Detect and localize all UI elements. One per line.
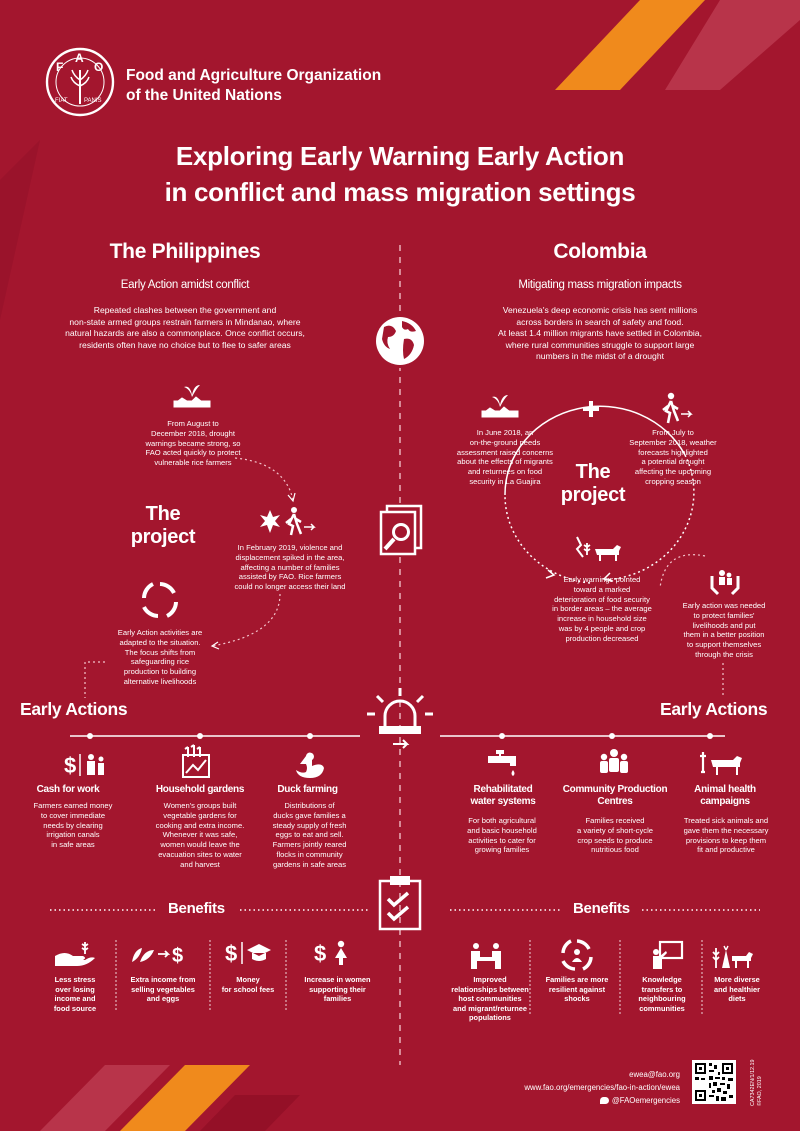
logo-motto-left: FIAT (55, 98, 68, 104)
step-line: The focus shifts from (124, 647, 196, 657)
benefit-line: and migrant/returnee (453, 1003, 527, 1013)
action-text-line: fit and productive (697, 845, 755, 855)
action-text-line: in safe areas (51, 840, 95, 850)
philippines-step2 (228, 543, 352, 592)
action-text-line: needs by clearing (43, 820, 103, 830)
intro-line: where rural communities struggle to support large (505, 339, 695, 350)
step-line: adapted to the situation. (119, 637, 201, 647)
colombia-project-label (548, 461, 638, 507)
money-woman-icon (314, 940, 354, 966)
colombia-step3 (538, 575, 666, 644)
alarm-siren-icon (365, 688, 435, 750)
teacher-board-icon (650, 940, 684, 970)
step-line: Early action was needed (682, 601, 766, 610)
svg-text:$: $ (314, 941, 327, 966)
title-line1: Exploring Early Warning Early Action (175, 141, 625, 171)
colombia-arrow-3 (655, 548, 710, 593)
colombia-benefit-2 (537, 975, 617, 1004)
page-title (100, 138, 700, 210)
svg-text:$: $ (64, 753, 77, 778)
step-line: safeguarding rice (130, 657, 190, 667)
colombia-intro (440, 305, 760, 363)
step-line: affecting the upcoming (634, 467, 712, 477)
conflict-displacement-icon (260, 505, 322, 537)
action-text-line: flocks in community (276, 849, 343, 859)
walking-migrant-icon (655, 392, 695, 424)
action-text-line: gardens in safe areas (272, 859, 347, 869)
philippines-arrow-1 (230, 455, 300, 505)
step-line: vulnerable rice farmers (154, 458, 232, 468)
community-group-icon (598, 748, 630, 778)
step-line: warnings became strong, so (145, 438, 241, 448)
philippines-benefit-1 (40, 975, 110, 1013)
philippines-benefit-3 (212, 975, 284, 994)
cash-for-work-icon (64, 752, 108, 778)
fao-logo (44, 46, 116, 118)
step-line: about the effects of migrants (457, 457, 553, 467)
plus-icon (581, 399, 601, 419)
title-line: Centres (597, 796, 633, 807)
magnifier-document-icon (377, 504, 423, 558)
globe-icon (372, 313, 428, 369)
intro-line: numbers in the midst of a drought (535, 351, 665, 362)
colombia-heading: Colombia (553, 240, 647, 263)
project-label-line: project (130, 526, 196, 548)
step-line: and returnees on food (467, 467, 543, 477)
step-line: on-the-ground needs (469, 437, 541, 447)
action-text-line: Treated sick animals and (683, 816, 769, 825)
step-line: to protect families' (693, 610, 755, 620)
action-cash-for-work-text (28, 801, 118, 850)
step-line: displacement spiked in the area, (235, 552, 345, 562)
benefit-line: income and (54, 994, 96, 1004)
step-line: a potential drought (641, 457, 705, 467)
project-label-line: project (560, 484, 626, 506)
step-line: security in La Guajira (469, 476, 541, 486)
step-line: to support themselves (686, 640, 762, 650)
step-line: them in a better position (683, 630, 765, 640)
colombia-connector (720, 663, 726, 699)
colombia-actions-title: Early Actions (660, 699, 768, 719)
benefit-line: Less stress (54, 975, 96, 984)
action-text-line: eggs to eat and sell. (275, 830, 344, 840)
benefit-line: diets (728, 994, 746, 1004)
action-duck-farming-text (262, 801, 357, 870)
action-text-line: women would leave the (160, 840, 240, 850)
footer-twitter[interactable] (480, 1094, 680, 1107)
action-text-line: Farmers jointly reared (272, 840, 347, 850)
step-line: In February 2019, violence and (237, 543, 343, 552)
action-text-line: evacuation sites to water (158, 849, 242, 859)
logo-letter-f: F (56, 60, 64, 74)
action-text-line: growing families (474, 845, 530, 855)
publication-code (750, 1059, 763, 1106)
intro-line: non-state armed groups restrain farmers in Mindanao, where (69, 316, 301, 327)
action-animal-health-text (670, 816, 782, 855)
step-line: deterioration of food security (554, 594, 650, 604)
action-text-line: and basic household (467, 825, 537, 835)
philippines-step3 (100, 628, 220, 687)
action-water-systems-text (452, 816, 552, 855)
action-text-line: irrigation canals (46, 830, 100, 840)
colombia-subheading: Mitigating mass migration impacts (518, 279, 682, 291)
benefit-line: Money (236, 975, 260, 984)
action-text-line: provisions to keep them (685, 835, 767, 845)
benefit-line: Extra income from (130, 975, 196, 984)
step-line: in border areas – the average (552, 604, 652, 614)
project-label-line: The (575, 461, 611, 483)
org-name-line2: of the United Nations (126, 87, 282, 104)
intro-line: Venezuela's deep economic crisis has sent millions (502, 305, 698, 315)
benefit-line: families (323, 994, 352, 1004)
title-line: water systems (470, 796, 536, 807)
benefit-line: Knowledge (642, 975, 682, 984)
colombia-benefits-title: Benefits (573, 900, 630, 917)
benefit-line: Families are more (545, 975, 609, 984)
org-name-line1: Food and Agriculture Organization (126, 67, 382, 84)
benefit-line: food source (53, 1003, 97, 1013)
protective-hands-icon (710, 568, 740, 598)
philippines-subheading: Early Action amidst conflict (120, 279, 250, 291)
action-animal-health-title (680, 784, 770, 808)
step-line: through the crisis (695, 649, 753, 659)
benefit-line: over losing (55, 984, 95, 994)
action-community-production-title (555, 784, 675, 808)
intro-line: across borders in search of safety and food. (516, 316, 684, 327)
action-text-line: nutritious food (591, 845, 639, 855)
colombia-step4 (668, 601, 780, 660)
step-line: livelihoods and put (692, 620, 756, 630)
action-text-line: and harvest (180, 859, 220, 869)
step-line: In June 2018, an (476, 428, 534, 437)
step-line: forecasts highlighted (638, 447, 708, 457)
action-text-line: Women's groups built (163, 801, 237, 810)
benefit-line: relationships between (451, 984, 529, 994)
svg-text:$: $ (225, 941, 238, 966)
step-line: production to building (123, 667, 197, 677)
benefit-line: transfers to (641, 984, 683, 994)
philippines-actions-line (60, 731, 360, 745)
action-text-line: Farmers earned money (33, 801, 113, 810)
colombia-benefit-3 (625, 975, 699, 1013)
produce-to-money-icon (130, 942, 192, 966)
footer-email[interactable]: ewea@fao.org (629, 1070, 680, 1079)
benefit-line: Improved (473, 975, 507, 984)
action-text-line: Whenever it was safe, (162, 830, 238, 840)
step-line: From July to (652, 428, 694, 437)
benefit-line: supporting their (309, 984, 366, 994)
action-text-line: crop seeds to produce (577, 835, 653, 845)
title-line2: in conflict and mass migration settings (164, 177, 636, 207)
money-graduation-icon (225, 940, 275, 966)
action-text-line: cooking and extra income. (155, 820, 245, 830)
benefit-line: and eggs (146, 994, 180, 1004)
action-text-line: For both agricultural (468, 816, 536, 825)
svg-text:$: $ (172, 945, 184, 967)
benefit-line: and healthier (714, 984, 760, 994)
philippines-heading: The Philippines (109, 240, 261, 263)
step-line: assessment raised concerns (456, 447, 554, 457)
philippines-benefits-title: Benefits (168, 900, 225, 917)
action-duck-farming-title: Duck farming (277, 784, 338, 795)
drought-icon (480, 393, 520, 423)
step-line: FAO acted quickly to protect (145, 448, 241, 458)
household-garden-icon (180, 745, 212, 779)
step-line: December 2018, drought (150, 428, 235, 438)
logo-motto-right: PANIS (84, 98, 102, 104)
action-text-line: to cover immediate (40, 810, 106, 820)
animal-health-icon (697, 750, 745, 778)
action-water-systems-title (460, 784, 546, 808)
philippines-connector (83, 660, 113, 700)
qr-code-icon[interactable] (692, 1060, 736, 1104)
twitter-handle: @FAOemergencies (611, 1096, 680, 1105)
resilience-cycle-icon (560, 938, 594, 972)
step-line: From August to (167, 419, 219, 428)
drought-icon (172, 383, 212, 413)
philippines-project-label (118, 503, 208, 549)
action-text-line: Families received (585, 816, 645, 825)
action-text-line: steady supply of fresh (272, 820, 347, 830)
water-tap-icon (486, 748, 522, 780)
logo-letter-o: O (94, 60, 104, 74)
step-line: could no longer access their land (234, 582, 346, 592)
action-household-gardens-text (140, 801, 260, 870)
step-line: was by 4 people and crop (558, 623, 646, 633)
benefit-line: for school fees (221, 984, 275, 994)
handshake-icon (468, 942, 504, 970)
footer-contacts (480, 1068, 680, 1107)
step-line: affecting a number of families (240, 562, 340, 572)
code-line2: ©FAO, 2019 (756, 1076, 763, 1106)
benefit-line: populations (469, 1013, 511, 1023)
philippines-intro (20, 305, 350, 351)
hand-wheat-icon (55, 940, 97, 966)
left-dark-stripe (0, 140, 40, 320)
step-line: toward a marked (573, 584, 631, 594)
benefit-line: More diverse (714, 975, 760, 984)
action-text-line: a variety of short-cycle (577, 825, 653, 835)
benefit-line: Increase in women (304, 975, 371, 984)
step-line: production decreased (565, 633, 639, 643)
twitter-icon (600, 1097, 609, 1104)
step-line: Early warnings pointed (563, 575, 641, 584)
action-text-line: gave them the necessary (683, 825, 769, 835)
benefit-line: selling vegetables (131, 984, 195, 994)
logo-letter-a: A (75, 51, 84, 65)
step-line: Early Action activities are (117, 628, 203, 637)
org-name (126, 66, 381, 106)
project-label-line: The (145, 503, 181, 525)
adapt-cycle-icon (140, 580, 180, 620)
action-community-production-text (560, 816, 670, 855)
step-line: alternative livelihoods (123, 676, 197, 686)
step-line: cropping season (645, 476, 701, 486)
benefit-line: resilient against (548, 984, 606, 994)
step-line: increase in household size (557, 614, 647, 624)
title-line: Community Production (562, 784, 668, 795)
action-text-line: Distributions of (284, 801, 335, 810)
step-line: September 2018, weather (629, 437, 717, 447)
benefit-line: communities (639, 1003, 685, 1013)
intro-line: At least 1.4 million migrants have settled in Colombia, (498, 328, 702, 339)
intro-line: natural hazards are also a commonplace. Once conflict occurs, (65, 328, 305, 339)
checklist-icon (378, 875, 422, 931)
action-cash-for-work-title: Cash for work (36, 784, 100, 795)
action-household-gardens-title: Household gardens (155, 784, 245, 795)
action-text-line: vegetable gardens for (163, 810, 237, 820)
code-line1: CA7342EN/1/12.19 (750, 1059, 756, 1106)
duck-icon (292, 752, 324, 780)
philippines-benefit-2 (118, 975, 208, 1004)
footer-url[interactable]: www.fao.org/emergencies/fao-in-action/ewea (524, 1083, 680, 1092)
colombia-actions-line (440, 731, 740, 745)
action-text-line: activities to cater for (468, 835, 536, 845)
intro-line: residents often have no choice but to flee to safer areas (79, 339, 291, 350)
philippines-actions-title: Early Actions (20, 699, 128, 719)
benefit-line: host communities (458, 994, 522, 1004)
action-text-line: ducks gave families a (273, 810, 346, 820)
benefit-line: neighbouring (638, 994, 686, 1004)
step-line: assisted by FAO. Rice farmers (238, 572, 342, 582)
title-line: campaigns (700, 796, 750, 807)
philippines-benefit-4 (290, 975, 385, 1004)
colombia-benefit-1 (440, 975, 540, 1023)
intro-line: Repeated clashes between the government and (93, 305, 277, 315)
diet-diversity-icon (712, 942, 754, 970)
title-line: Animal health (694, 784, 756, 795)
drought-livestock-icon (573, 535, 623, 565)
benefit-line: shocks (564, 994, 590, 1004)
colombia-benefit-4 (705, 975, 769, 1004)
title-line: Rehabilitated (473, 784, 533, 795)
